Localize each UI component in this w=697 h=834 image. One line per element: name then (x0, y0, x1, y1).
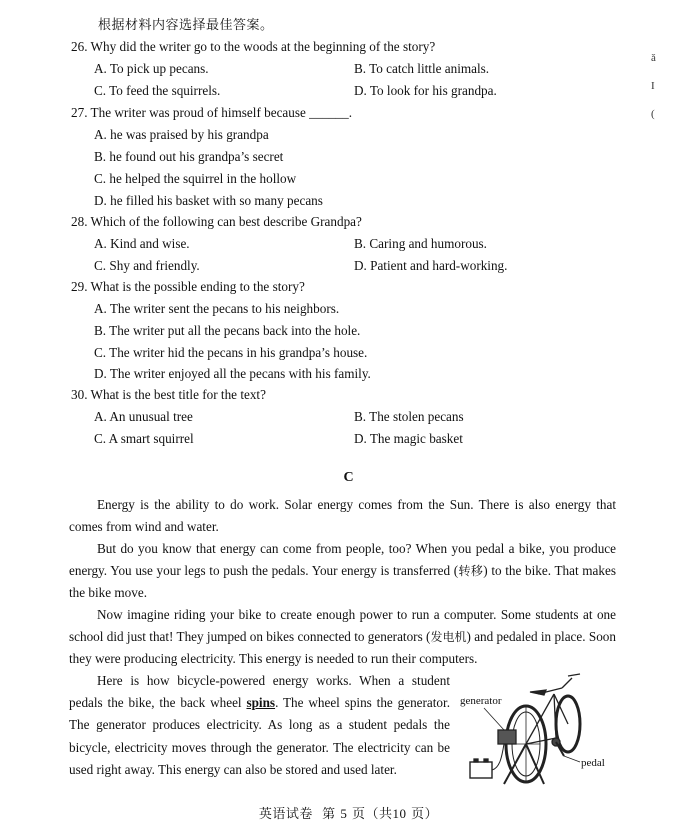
question-27: 27. The writer was proud of himself because ______. (71, 105, 353, 120)
section-title: C (343, 470, 354, 485)
footer-page-number: 5 (340, 806, 348, 821)
option-26a: A. To pick up pecans. (94, 61, 209, 76)
passage-paragraph-3 (69, 604, 616, 671)
option-30d: D. The magic basket (354, 431, 463, 446)
option-29a: A. The writer sent the pecans to his neighbors. (94, 301, 340, 316)
margin-mark: I (651, 80, 655, 92)
passage-paragraph-1 (69, 494, 616, 538)
generator-box (498, 730, 516, 744)
option-28b: B. Caring and humorous. (354, 236, 487, 251)
battery (470, 762, 492, 778)
option-28a: A. Kind and wise. (94, 236, 190, 251)
passage-text: But do you know that energy can come from people, too? When you pedal a bike, you produce energy. You use your legs to push the pedals. Your energy is transferred ( (69, 541, 616, 579)
margin-marks (651, 44, 656, 128)
passage-text: . The wheel spins the generator. The generator produces electricity. As long as a student pedals the bicycle, electricity moves through the generator. The electricity can be used right away. This energy can also be stored and used later. (69, 695, 450, 777)
instruction-text: 根据材料内容选择最佳答案。 (98, 18, 274, 33)
bicycle-generator-illustration (456, 664, 626, 792)
chinese-gloss: 发电机 (430, 630, 467, 645)
question-29: 29. What is the possible ending to the story? (71, 279, 305, 294)
option-27c: C. he helped the squirrel in the hollow (94, 171, 297, 186)
footer-label: 页（共 (351, 807, 393, 822)
passage-paragraph-2 (69, 538, 616, 605)
option-29c: C. The writer hid the pecans in his grandpa’s house. (94, 345, 368, 360)
passage-text: ) and pedaled in place. Soon they were producing electricity. This energy is needed to run their computers. (69, 629, 616, 667)
option-28c: C. Shy and friendly. (94, 258, 200, 273)
question-30: 30. What is the best title for the text? (71, 387, 266, 402)
pedal-label: pedal (581, 757, 605, 769)
footer-label: 第 (322, 807, 336, 822)
option-29d: D. The writer enjoyed all the pecans with his family. (94, 366, 371, 381)
option-26c: C. To feed the squirrels. (94, 83, 221, 98)
passage-text: Here is how bicycle-powered energy works. When a student pedals the bike, the back wheel (69, 673, 450, 711)
option-30c: C. A smart squirrel (94, 431, 194, 446)
option-30b: B. The stolen pecans (354, 409, 464, 424)
option-27d: D. he filled his basket with so many pecans (94, 193, 323, 208)
option-26d: D. To look for his grandpa. (354, 83, 497, 98)
question-26: 26. Why did the writer go to the woods at the beginning of the story? (71, 39, 436, 54)
passage-text: Energy is the ability to do work. Solar energy comes from the Sun. There is also energy that comes from wind and water. (69, 497, 616, 535)
passage-text: ) to the bike. That makes the bike move. (69, 563, 616, 601)
option-26b: B. To catch little animals. (354, 61, 490, 76)
passage-text: Now imagine riding your bike to create enough power to run a computer. Some students at one school did just that! They jumped on bikes connected to generators ( (69, 607, 616, 645)
question-28: 28. Which of the following can best describe Grandpa? (71, 214, 362, 229)
generator-label: generator (460, 695, 502, 707)
option-29b: B. The writer put all the pecans back into the hole. (94, 323, 361, 338)
option-30a: A. An unusual tree (94, 409, 193, 424)
footer-subject: 英语试卷 (258, 807, 313, 822)
option-27a: A. he was praised by his grandpa (94, 127, 269, 142)
highlighted-word: spins (246, 695, 276, 711)
page-footer (0, 803, 697, 822)
footer-label: 页） (411, 807, 439, 822)
footer-total-pages: 10 (392, 806, 407, 821)
passage-paragraph-4 (69, 670, 450, 781)
margin-mark: ǎ (651, 52, 656, 64)
option-27b: B. he found out his grandpa’s secret (94, 149, 284, 164)
chinese-gloss: 转移 (458, 564, 484, 579)
option-28d: D. Patient and hard-working. (354, 258, 508, 273)
margin-mark: ( (651, 108, 655, 120)
